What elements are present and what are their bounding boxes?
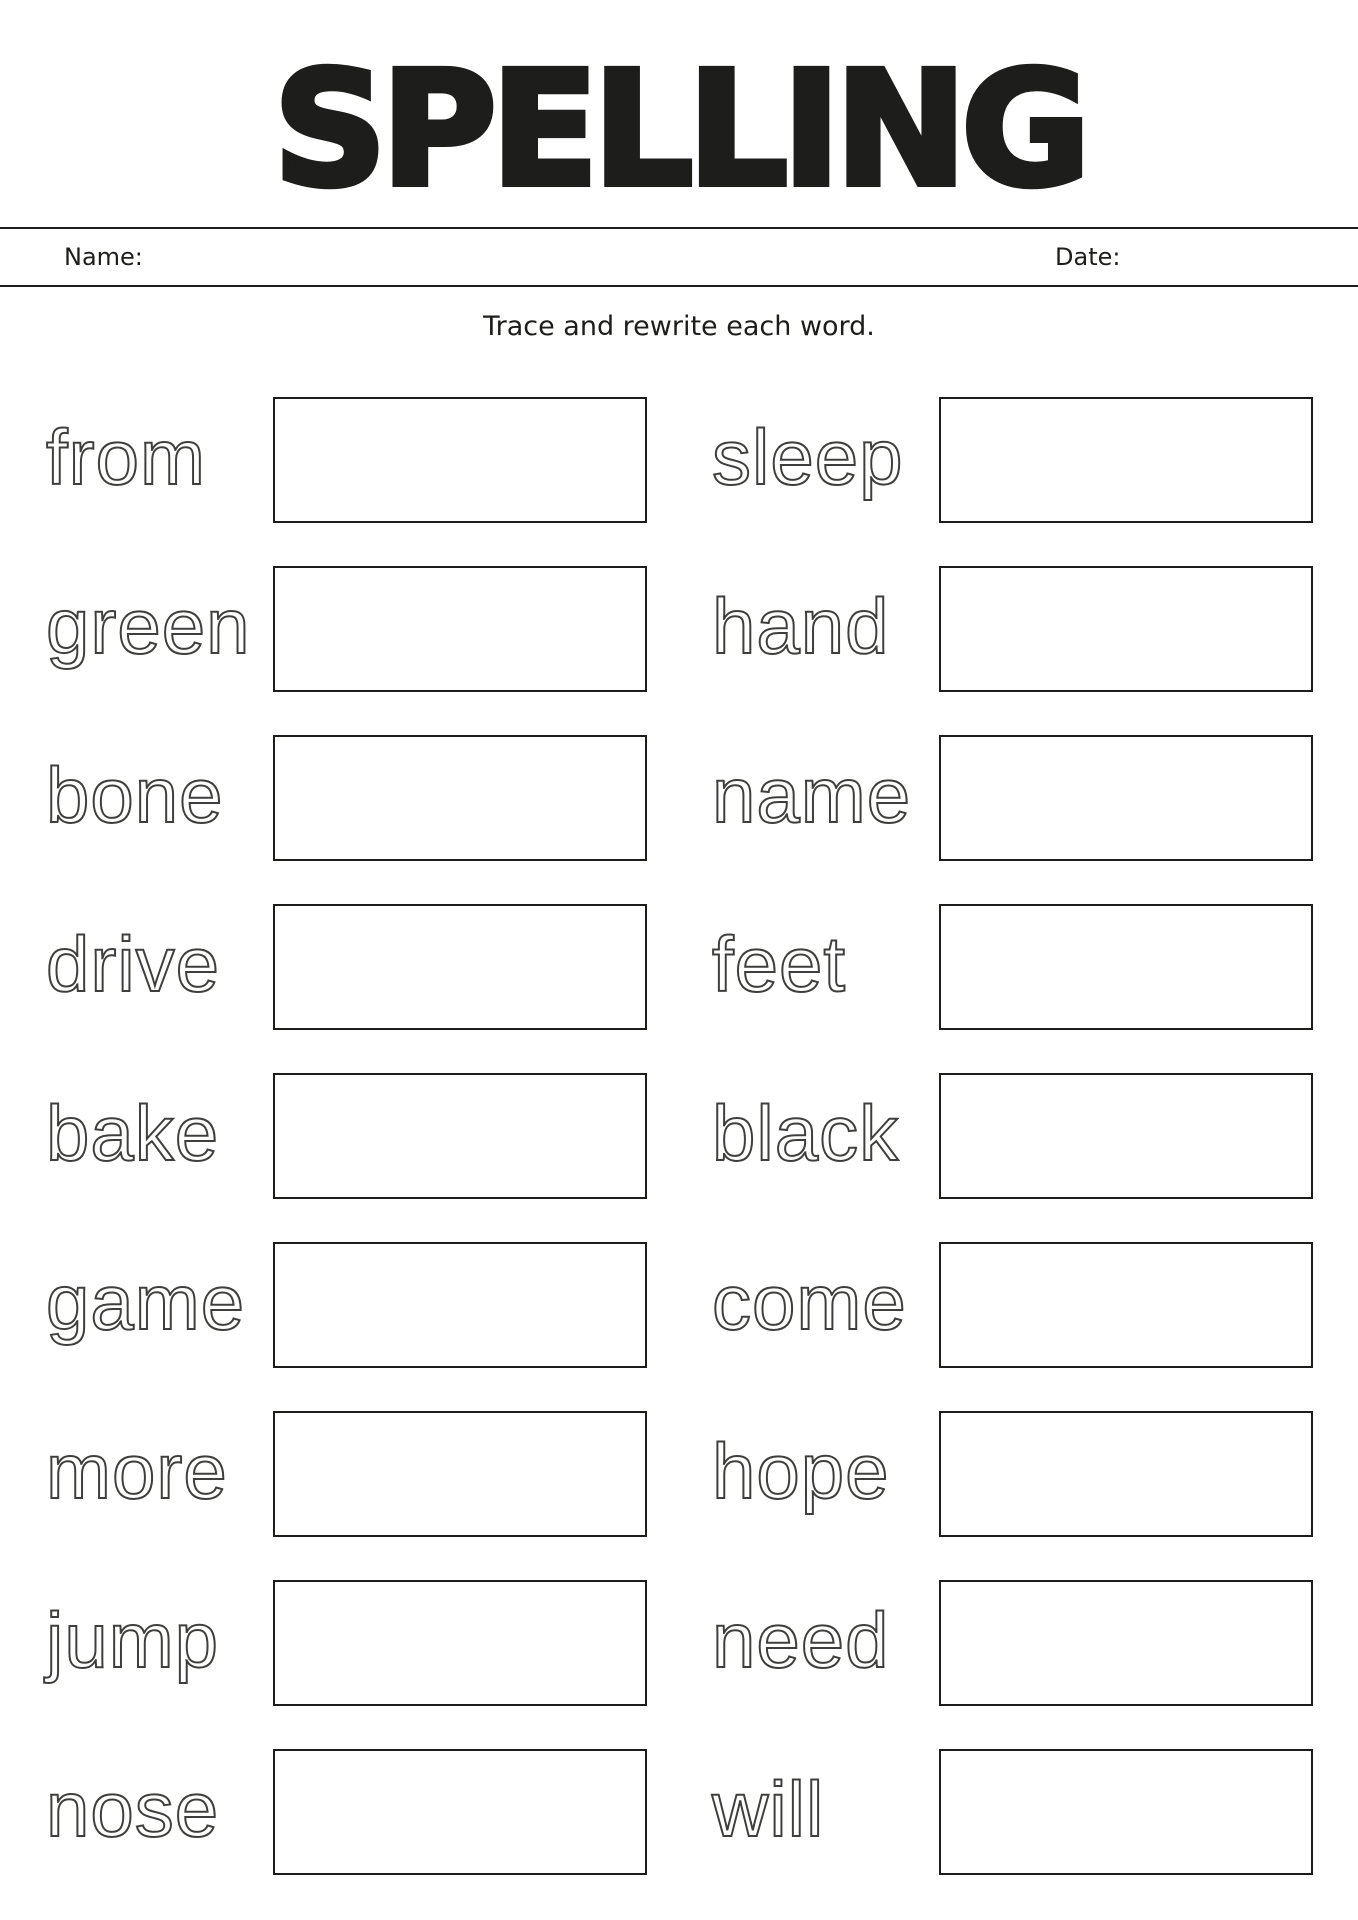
trace-word: from (46, 413, 206, 501)
word-cell (0, 904, 679, 1030)
rewrite-box[interactable] (273, 735, 647, 861)
word-cell (666, 1580, 1345, 1706)
word-cell (666, 1073, 1345, 1199)
word-cell (666, 397, 1345, 523)
trace-word: sleep (712, 413, 904, 501)
word-cell (0, 397, 679, 523)
word-cell (0, 1749, 679, 1875)
word-cell (666, 1411, 1345, 1537)
word-row (0, 1242, 1358, 1411)
rewrite-box[interactable] (939, 1242, 1313, 1368)
word-cell (666, 1749, 1345, 1875)
word-row (0, 397, 1358, 566)
rewrite-box[interactable] (273, 566, 647, 692)
worksheet-title: SPELLING (273, 38, 1085, 222)
word-row (0, 566, 1358, 735)
word-cell (666, 566, 1345, 692)
rewrite-box[interactable] (939, 735, 1313, 861)
rewrite-box[interactable] (939, 566, 1313, 692)
trace-word: bake (46, 1089, 220, 1177)
trace-word: green (46, 582, 251, 670)
rewrite-box[interactable] (273, 397, 647, 523)
word-cell (666, 735, 1345, 861)
word-cell (0, 1242, 679, 1368)
trace-word: will (712, 1765, 825, 1853)
word-row (0, 1749, 1358, 1918)
rewrite-box[interactable] (273, 1411, 647, 1537)
rewrite-box[interactable] (273, 904, 647, 1030)
word-cell (666, 904, 1345, 1030)
word-row (0, 904, 1358, 1073)
trace-word: need (712, 1596, 890, 1684)
date-label: Date: (1055, 243, 1121, 271)
trace-word: drive (46, 920, 221, 1008)
word-row (0, 1073, 1358, 1242)
rewrite-box[interactable] (939, 1580, 1313, 1706)
trace-word: more (46, 1427, 228, 1515)
rewrite-box[interactable] (939, 904, 1313, 1030)
word-cell (0, 1580, 679, 1706)
word-cell (0, 1411, 679, 1537)
rewrite-box[interactable] (939, 1411, 1313, 1537)
header-bottom-rule (0, 285, 1358, 287)
rewrite-box[interactable] (273, 1073, 647, 1199)
rewrite-box[interactable] (939, 397, 1313, 523)
rewrite-box[interactable] (939, 1073, 1313, 1199)
trace-word: name (712, 751, 912, 839)
word-cell (0, 1073, 679, 1199)
trace-word: nose (46, 1765, 220, 1853)
word-cell (666, 1242, 1345, 1368)
instructions-text: Trace and rewrite each word. (483, 311, 875, 342)
trace-word: black (712, 1089, 900, 1177)
word-row (0, 1411, 1358, 1580)
trace-word: bone (46, 751, 224, 839)
word-grid (0, 397, 1358, 1918)
word-row (0, 1580, 1358, 1749)
rewrite-box[interactable] (939, 1749, 1313, 1875)
trace-word: hand (712, 582, 890, 670)
rewrite-box[interactable] (273, 1242, 647, 1368)
trace-word: hope (712, 1427, 890, 1515)
header-top-rule (0, 227, 1358, 229)
word-cell (0, 735, 679, 861)
trace-word: come (712, 1258, 907, 1346)
name-label: Name: (64, 243, 143, 271)
word-cell (0, 566, 679, 692)
trace-word: jump (46, 1596, 220, 1684)
word-row (0, 735, 1358, 904)
trace-word: game (46, 1258, 246, 1346)
rewrite-box[interactable] (273, 1580, 647, 1706)
rewrite-box[interactable] (273, 1749, 647, 1875)
trace-word: feet (712, 920, 847, 1008)
